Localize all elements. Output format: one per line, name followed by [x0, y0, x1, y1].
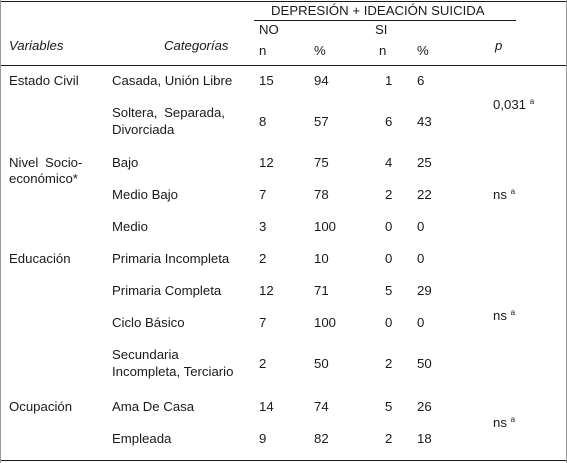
si-n-cell: 2: [385, 356, 393, 371]
si-pct-cell: 22: [417, 187, 432, 202]
category-label: Ciclo Básico: [112, 315, 185, 330]
variable-label: Educación: [9, 251, 71, 266]
no-pct-cell: 57: [314, 114, 329, 129]
header-si: SI: [375, 22, 388, 37]
p-value-cell: [493, 415, 515, 431]
p-value: 0,031: [493, 97, 527, 112]
header-categorias: Categorías: [164, 38, 229, 53]
si-pct-cell: 50: [417, 356, 432, 371]
si-n-cell: 0: [385, 315, 393, 330]
si-pct-cell: 0: [417, 315, 425, 330]
no-n-cell: 8: [259, 114, 267, 129]
p-value-note: a: [510, 415, 516, 424]
p-value-note: a: [510, 187, 516, 196]
category-label-line2: Divorciada: [112, 122, 175, 137]
no-n-cell: 14: [259, 399, 274, 414]
no-pct-cell: 10: [314, 251, 329, 266]
no-n-cell: 12: [259, 155, 274, 170]
si-pct-cell: 29: [417, 283, 432, 298]
p-value-cell: [493, 187, 515, 203]
header-rule: [1, 65, 566, 66]
category-label: Secundaria: [112, 347, 179, 362]
no-n-cell: 7: [259, 315, 267, 330]
no-pct-cell: 100: [314, 315, 337, 330]
no-pct-cell: 78: [314, 187, 329, 202]
no-n-cell: 15: [259, 73, 274, 88]
p-value-note: a: [510, 308, 516, 317]
category-label: Medio Bajo: [112, 187, 178, 202]
no-pct-cell: 94: [314, 73, 329, 88]
category-label: Primaria Completa: [112, 283, 222, 298]
no-pct-cell: 74: [314, 399, 329, 414]
no-n-cell: 3: [259, 219, 267, 234]
si-n-cell: 0: [385, 219, 393, 234]
no-pct-cell: 100: [314, 219, 337, 234]
si-pct-cell: 0: [417, 251, 425, 266]
variable-label-line2: económico*: [9, 171, 78, 186]
p-value-cell: [493, 308, 515, 324]
no-pct-cell: 82: [314, 431, 329, 446]
si-n-cell: 6: [385, 114, 393, 129]
category-label: Empleada: [112, 431, 172, 446]
si-pct-cell: 26: [417, 399, 432, 414]
p-value: ns: [493, 308, 507, 323]
si-n-cell: 4: [385, 155, 393, 170]
group-rule: [254, 20, 516, 21]
si-n-cell: 2: [385, 431, 393, 446]
p-value-cell: [493, 97, 534, 113]
category-label: Bajo: [112, 155, 139, 170]
header-p: p: [495, 38, 503, 53]
no-n-cell: 12: [259, 283, 274, 298]
si-n-cell: 0: [385, 251, 393, 266]
p-value: ns: [493, 415, 507, 430]
si-pct-cell: 18: [417, 431, 432, 446]
no-n-cell: 7: [259, 187, 267, 202]
results-table: [1, 1, 566, 462]
si-n-cell: 1: [385, 73, 393, 88]
header-no-n: n: [259, 43, 267, 58]
bottom-rule: [1, 460, 566, 461]
header-no: NO: [259, 22, 279, 37]
header-si-n: n: [379, 43, 387, 58]
header-no-pct: %: [314, 43, 326, 58]
variable-label: Nivel Socio-: [9, 155, 83, 170]
header-variables: Variables: [9, 38, 64, 53]
category-label: Soltera, Separada,: [112, 105, 225, 120]
p-value: ns: [493, 187, 507, 202]
si-pct-cell: 0: [417, 219, 425, 234]
no-n-cell: 2: [259, 251, 267, 266]
no-pct-cell: 71: [314, 283, 329, 298]
category-label-line2: Incompleta, Terciario: [112, 364, 234, 379]
header-si-pct: %: [417, 43, 429, 58]
top-rule: [1, 1, 566, 2]
group-header: DEPRESIÓN + IDEACIÓN SUICIDA: [271, 3, 485, 18]
si-pct-cell: 43: [417, 114, 432, 129]
category-label: Casada, Unión Libre: [112, 73, 233, 88]
p-value-note: a: [529, 97, 535, 106]
si-n-cell: 5: [385, 399, 393, 414]
category-label: Ama De Casa: [112, 399, 195, 414]
si-pct-cell: 6: [417, 73, 425, 88]
variable-label: Estado Civil: [9, 73, 79, 88]
si-pct-cell: 25: [417, 155, 432, 170]
variable-label: Ocupación: [9, 399, 73, 414]
si-n-cell: 2: [385, 187, 393, 202]
no-n-cell: 2: [259, 356, 267, 371]
category-label: Medio: [112, 219, 148, 234]
si-n-cell: 5: [385, 283, 393, 298]
no-pct-cell: 75: [314, 155, 329, 170]
no-pct-cell: 50: [314, 356, 329, 371]
category-label: Primaria Incompleta: [112, 251, 230, 266]
no-n-cell: 9: [259, 431, 267, 446]
